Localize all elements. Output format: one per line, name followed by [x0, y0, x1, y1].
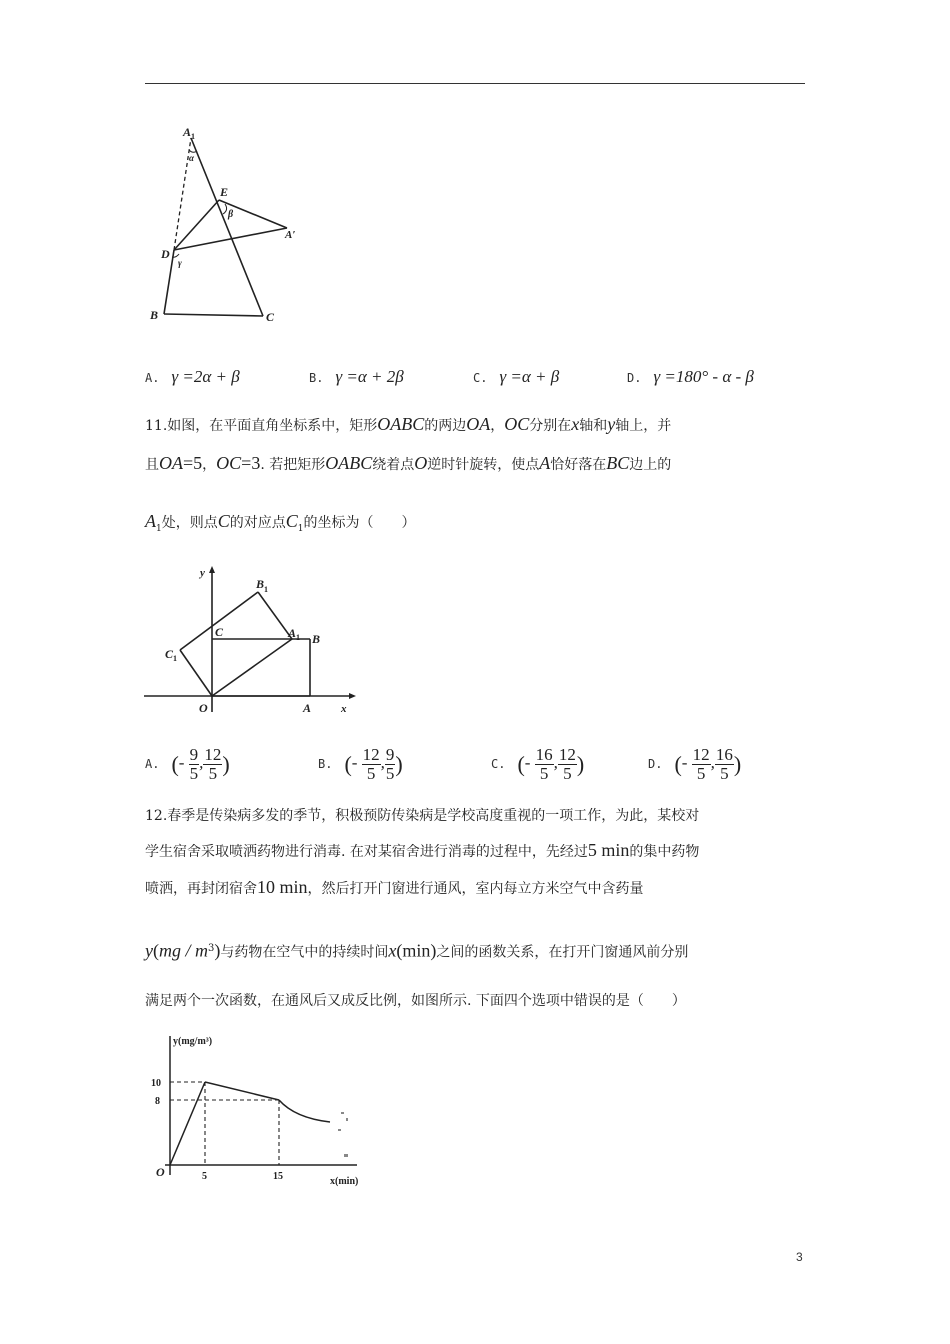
y-axis-label: y(mg/m³)	[173, 1036, 213, 1047]
label-B: B	[150, 308, 159, 322]
q10-option-d-expr: γ =180° - α - β	[653, 367, 754, 386]
label-B1: B	[256, 577, 265, 591]
label-C1: C	[165, 647, 174, 661]
figure-q12-concentration-graph	[145, 1030, 375, 1195]
q11-option-b: B. (- $\frac{12}{5}$ , $\frac{9}{5}$ )	[318, 745, 403, 783]
q12-line-1: 12.春季是传染病多发的季节，积极预防传染病是学校高度重视的一项工作，为此，某校对	[145, 808, 700, 824]
label-alpha: α	[189, 153, 194, 163]
q11-line-2: 且OA=5，OC=3. 若把矩形OABC绕着点O逆时针旋转，使点A恰好落在BC边上的	[145, 453, 672, 473]
y-tick-8: 8	[155, 1096, 160, 1107]
page-number: 3	[796, 1250, 803, 1264]
label-A-prime: A′	[285, 229, 296, 241]
label-E: E	[220, 185, 229, 199]
x-axis-label: x(min)	[330, 1176, 359, 1187]
q10-option-a-expr: γ =2α + β	[171, 367, 240, 386]
label-B1-sub: 1	[264, 585, 268, 594]
figure-q11-coordinate-plane	[140, 562, 365, 722]
q11-option-c: C. (- $\frac{16}{5}$ , $\frac{12}{5}$ )	[491, 745, 585, 783]
label-D: D	[161, 247, 170, 261]
curve-rising-segment	[170, 1082, 205, 1165]
side-B1C1	[180, 592, 258, 650]
x-tick-15: 15	[273, 1171, 283, 1182]
q10-option-a: A. γ =2α + β	[145, 367, 240, 386]
curve-falling-segment	[205, 1082, 279, 1100]
label-gamma: γ	[178, 258, 182, 268]
q12-line-4: $y(mg / m^3)$与药物在空气中的持续时间x(min)之间的函数关系，在打开门窗通风前分别	[145, 940, 689, 961]
label-A: A	[303, 701, 312, 715]
q11-line-3: $A_1$处，则点C的对应点$C_1$的坐标为（ ）	[145, 511, 416, 534]
side-C1O	[180, 650, 212, 696]
label-x-axis: x	[341, 703, 347, 715]
q10-option-d: D. γ =180° - α - β	[627, 367, 754, 386]
y-tick-10: 10	[151, 1078, 161, 1089]
side-OA1	[212, 639, 292, 696]
label-C1-sub: 1	[173, 654, 177, 663]
q11-option-d: D. (- $\frac{12}{5}$ , $\frac{16}{5}$ )	[648, 745, 742, 783]
x-tick-5: 5	[202, 1171, 207, 1182]
label-origin: O	[156, 1165, 165, 1179]
q10-option-b-expr: γ =α + 2β	[335, 367, 404, 386]
label-C: C	[266, 310, 275, 324]
label-B: B	[312, 632, 321, 646]
q10-option-c: C. γ =α + β	[473, 367, 560, 386]
q10-option-c-expr: γ =α + β	[499, 367, 560, 386]
label-beta: β	[228, 209, 234, 220]
q12-line-5: 满足两个一次函数，在通风后又成反比例，如图所示. 下面四个选项中错误的是（ ）	[145, 993, 686, 1009]
q12-line-3: 喷洒，再封闭宿舍10 min，然后打开门窗进行通风，室内每立方米空气中含药量	[145, 877, 644, 897]
side-A1B1	[258, 592, 292, 639]
q11-option-a: A. (- $\frac{9}{5}$ , $\frac{12}{5}$ )	[145, 745, 230, 783]
curve-inverse-proportional	[279, 1100, 330, 1122]
label-O: O	[199, 701, 208, 715]
label-y-axis: y	[200, 567, 205, 579]
label-A1-sub: 1	[296, 633, 300, 642]
header-rule	[145, 83, 805, 84]
label-A1-sub: 1	[191, 132, 195, 141]
label-A1: A	[183, 125, 192, 139]
segment-BC	[164, 314, 263, 316]
q10-option-b: B. γ =α + 2β	[309, 367, 404, 386]
label-A1: A	[288, 626, 297, 640]
segment-A1C	[191, 138, 263, 316]
figure-q10-geometry	[145, 120, 305, 330]
label-C: C	[215, 625, 224, 639]
q12-line-2: 学生宿舍采取喷洒药物进行消毒. 在对某宿舍进行消毒的过程中，先经过5 min的集中药物	[145, 840, 700, 860]
q11-line-1: 11.如图，在平面直角坐标系中，矩形OABC的两边OA，OC分别在x轴和y轴上，并	[145, 414, 672, 434]
